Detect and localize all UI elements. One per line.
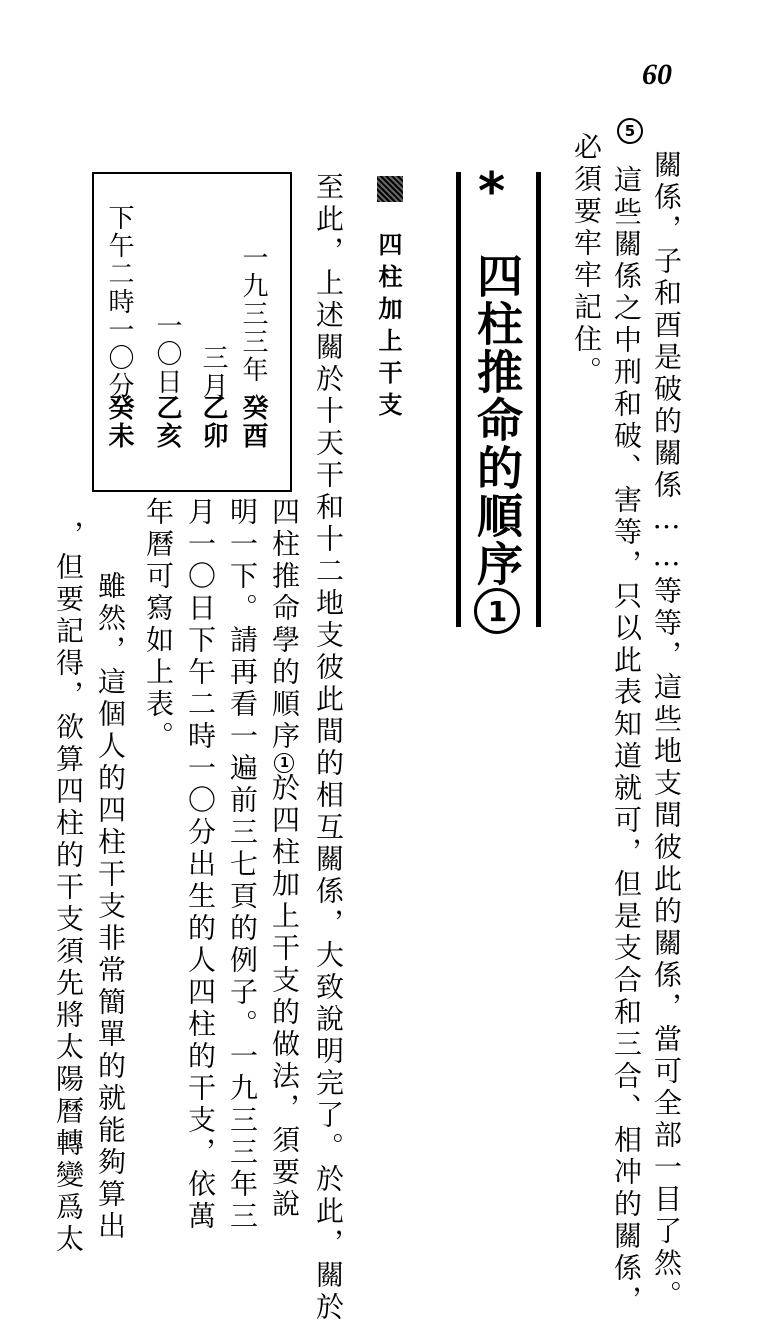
body-column-5: 年曆可寫如上表。: [142, 497, 175, 753]
top-text-column-1: 關係，子和酉是破的關係……等等，這些地支間彼此的關係，當可全部一目了然。: [650, 150, 683, 1312]
inline-circled-number-1: 1: [274, 753, 294, 773]
page-number: 60: [642, 58, 672, 91]
chapter-title: [470, 252, 524, 634]
body-column-6: 雖然，這個人的四柱干支非常簡單的就能夠算出: [94, 571, 127, 1243]
body-column-4: 月一〇日下午二時一〇分出生的人四柱的干支，依萬: [184, 497, 217, 1233]
chapter-title-text: 四柱推命的順序: [470, 252, 524, 588]
table-row-4-date: 下午二時一〇分: [104, 204, 134, 400]
table-row-1-date: 一九三三年: [238, 244, 268, 384]
body-column-2-text-b: 於四柱加上干支的做法，須要說: [268, 773, 301, 1221]
body-column-1: 至此，上述關於十天干和十二地支彼此間的相互關係，大致說明完了。於此，關於: [312, 172, 345, 1324]
section-subheading: 四柱加上干支: [374, 232, 402, 424]
item-number-marker: [616, 118, 644, 144]
table-row-2-date: 三月: [198, 344, 228, 400]
body-column-2: [268, 497, 301, 1221]
section-marker-icon: [377, 176, 403, 202]
chapter-title-number: 1: [474, 588, 520, 634]
table-row-2-ganzhi: 乙卯: [198, 394, 228, 450]
table-row-3-date: 一〇日: [152, 312, 182, 396]
body-column-7: ，但要記得，欲算四柱的干支須先將太陽曆轉變爲太: [52, 520, 85, 1256]
heading-rule-right: [536, 172, 541, 627]
top-text-column-3: 必須要牢牢記住。: [570, 132, 603, 388]
top-text-column-2: 這些關係之中刑和破、害等，只以此表知道就可，但是支合和三合、相冲的關係，: [610, 165, 643, 1317]
body-column-3: 明一下。請再看一遍前三七頁的例子。一九三三年三: [226, 497, 259, 1233]
table-row-4-ganzhi: 癸未: [104, 394, 134, 450]
ganzhi-table: [92, 172, 292, 492]
circled-number-5: 5: [617, 118, 643, 144]
table-row-3-ganzhi: 乙亥: [152, 394, 182, 450]
body-column-2-text-a: 四柱推命學的順序: [268, 497, 301, 753]
heading-rule-left: [456, 172, 461, 627]
asterisk-icon: *: [478, 162, 506, 222]
table-row-1-ganzhi: 癸酉: [238, 394, 268, 450]
